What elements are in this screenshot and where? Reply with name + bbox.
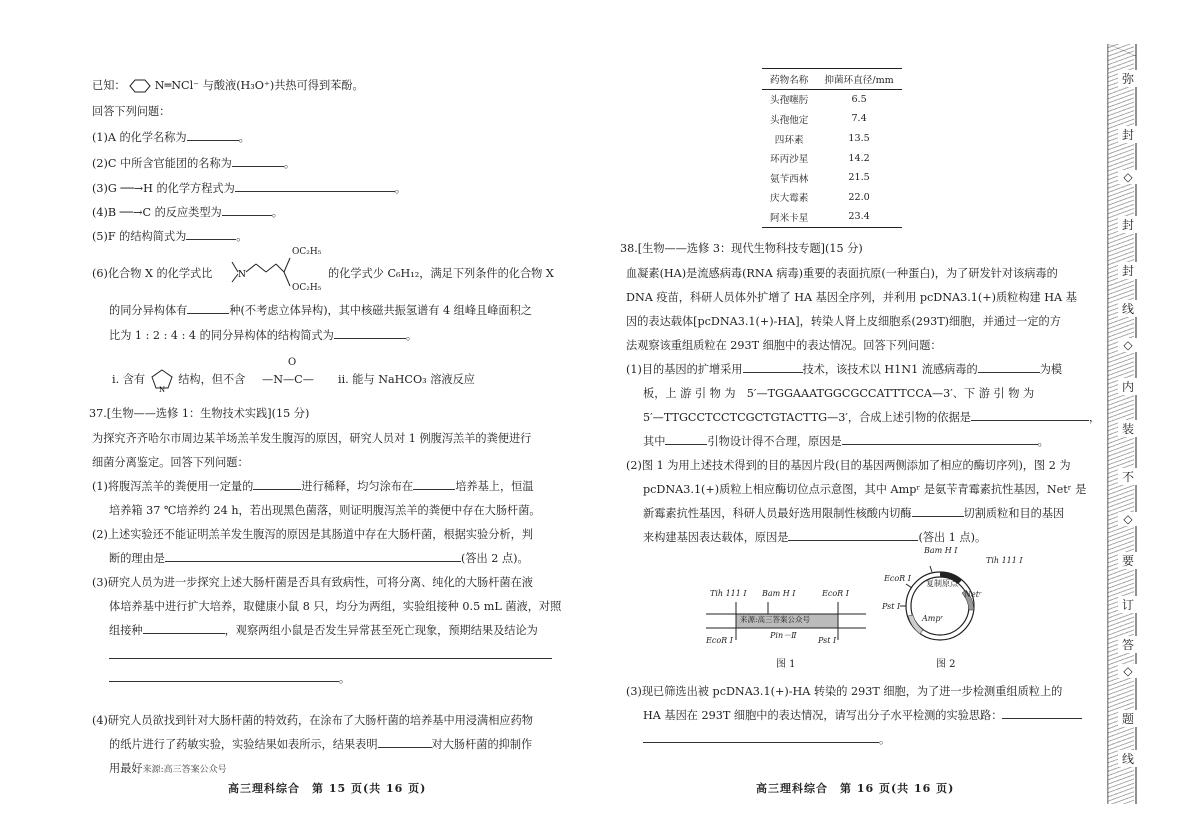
figure-1-caption: 图 1	[776, 659, 796, 670]
svg-text:N: N	[158, 386, 165, 392]
table-cell: 14.2	[848, 152, 870, 164]
substituent-top: OC₂H₅	[292, 247, 322, 257]
answer-blank[interactable]	[143, 620, 225, 634]
answer-blank[interactable]	[743, 359, 803, 373]
q38-1-text-g: 其中	[643, 435, 666, 448]
answer-prompt: 回答下列问题：	[92, 105, 171, 118]
fig1-eco-bottom-label: EcoR Ⅰ	[706, 636, 733, 645]
q38-2-text-e: 来构建基因表达载体，原因是	[643, 531, 789, 544]
q37-part-1	[92, 475, 534, 499]
q38-1-text-e: 5′—TTGCCTCCTCGCTGTACTTG—3′，合成上述引物的依据是	[643, 411, 971, 424]
q37-3-end	[109, 667, 350, 691]
substituent-bottom: OC₂H₅	[292, 283, 322, 293]
answer-blank[interactable]	[665, 431, 707, 445]
q38-2-text-c: 新霉素抗性基因，科研人员最好选用限制性核酸内切酶	[643, 507, 912, 520]
table-row	[762, 109, 902, 129]
table-cell: 阿米卡星	[762, 207, 816, 227]
sidebar-char: 题	[1118, 710, 1138, 727]
q38-3-text-a: (3)现已筛选出被 pcDNA3.1(+)-HA 转染的 293T 细胞，为了进一步检测重组质粒上的	[626, 685, 1063, 698]
question-1-text: (1)A 的化学名称为	[92, 131, 187, 144]
answer-blank[interactable]	[187, 127, 239, 141]
fig1-tih-label: Tih 111 Ⅰ	[710, 589, 747, 598]
q38-part-3-c	[643, 728, 890, 752]
q37-3-text-a: (3)研究人员为进一步探究上述大肠杆菌是否具有致病性，可将分离、纯化的大肠杆菌在液	[92, 576, 533, 589]
q37-1-text-d: 培养箱 37 ℃培养约 24 h，若出现黑色菌落，则证明腹泻羔羊的粪便中存在大肠杆菌。	[109, 504, 541, 517]
q37-4-text-d: 用最好	[109, 762, 143, 775]
q38-intro-2: DNA 疫苗，科研人员体外扩增了 HA 基因全序列，并利用 pcDNA3.1(+)质粒构建 HA 基	[626, 291, 1077, 304]
answer-blank[interactable]	[109, 668, 339, 682]
q38-1-text-h: 引物设计得不合理，原因是	[707, 435, 842, 448]
q38-part-1	[626, 358, 1062, 382]
question-6-line2	[109, 299, 532, 323]
table-row	[762, 129, 902, 149]
question-2: (2)C 中所含官能团的名称为 。	[92, 152, 295, 176]
figure-2-caption: 图 2	[936, 659, 956, 670]
question-37-title: 37.[生物——选修 1：生物技术实践](15 分)	[89, 407, 310, 420]
sidebar-char: 不	[1118, 468, 1138, 485]
carbonyl-oxygen: O	[288, 357, 297, 368]
footer-page-16: 高三理科综合 第 16 页(共 16 页)	[756, 782, 955, 795]
q37-part-2	[109, 547, 529, 571]
table-row	[762, 89, 902, 109]
q37-2-text-c: (答出 2 点)。	[460, 552, 529, 565]
question-6-text-e: 比为 1 : 2 : 4 : 4 的同分异构体的结构简式为	[109, 329, 334, 342]
fig1-pst-label: Pst Ⅰ	[818, 636, 837, 645]
q38-2-text-d: 切割质粒和目的基因	[963, 507, 1065, 520]
table-cell: 头孢噻肟	[770, 95, 809, 107]
diazonium-formula: N═NCl⁻	[154, 79, 200, 92]
answer-blank[interactable]	[222, 202, 272, 216]
plasmid-diagram	[900, 560, 980, 648]
table-row	[762, 188, 902, 208]
question-6-line3: 比为 1 : 2 : 4 : 4 的同分异构体的结构简式为 。	[109, 324, 417, 348]
question-6-text-b: 的化学式少 C₆H₁₂，满足下列条件的化合物 X	[328, 267, 554, 280]
q38-part-1-e	[643, 406, 1100, 430]
table-header-diameter: 抑菌环直径/mm	[816, 69, 901, 90]
sidebar-char: 要	[1118, 552, 1138, 569]
table-cell: 氨苄西林	[770, 173, 809, 185]
fig2-pst-label: Pst Ⅰ	[882, 602, 901, 611]
condition-i-text: ⅰ. 含有	[112, 373, 146, 386]
q38-1-text-d: 板，上 游 引 物 为 5′—TGGAAATGGCGCCATTTCCA—3′、下 游 引 物 为	[643, 387, 1035, 400]
answer-blank[interactable]	[1002, 705, 1082, 719]
q38-part-1-g	[643, 430, 1049, 454]
sidebar-diamond: ◇	[1118, 664, 1138, 678]
q38-1-text-i: 。	[1037, 435, 1049, 448]
condition-i	[112, 368, 245, 392]
question-38-title: 38.[生物——选修 3：现代生物科技专题](15 分)	[620, 242, 863, 255]
question-6-line1	[92, 262, 212, 286]
question-4: (4)B ──→C 的反应类型为 。	[92, 201, 283, 225]
question-1: (1)A 的化学名称为 。	[92, 126, 250, 150]
answer-blank[interactable]	[165, 548, 461, 562]
q38-intro-4: 法观察该重组质粒在 293T 细胞中的表达情况。回答下列问题：	[626, 339, 942, 352]
answer-blank[interactable]	[186, 226, 236, 240]
table-cell: 13.5	[848, 133, 870, 145]
sidebar-char: 内	[1118, 378, 1138, 395]
table-cell: 22.0	[848, 191, 870, 203]
benzene-ring-icon	[129, 78, 151, 94]
answer-blank[interactable]	[978, 359, 1040, 373]
sidebar-char: 线	[1118, 750, 1138, 767]
q37-3-text-e: 。	[339, 672, 351, 685]
condition-ii: ⅱ. 能与 NaHCO₃ 溶液反应	[338, 373, 475, 386]
q37-4-text-b: 的纸片进行了药敏实验，实验结果如表所示，结果表明	[109, 738, 378, 751]
answer-blank[interactable]	[334, 325, 406, 339]
sidebar-char: 封	[1118, 262, 1138, 279]
sidebar-char: 答	[1118, 636, 1138, 653]
sidebar-char: 封	[1118, 126, 1138, 143]
answer-blank[interactable]	[842, 431, 1038, 445]
fig1-watermark: 来源:高三答案公众号	[740, 615, 811, 624]
amide-group: —N—C—	[262, 373, 314, 386]
q37-4-text-a: (4)研究人员欲找到针对大肠杆菌的特效药，在涂布了大肠杆菌的培养基中用浸满相应药物	[92, 714, 533, 727]
answer-blank[interactable]	[413, 476, 455, 490]
sidebar-diamond: ◇	[1118, 512, 1138, 526]
q37-part-3	[109, 619, 538, 643]
question-3: (3)G ──→H 的化学方程式为 。	[92, 177, 406, 201]
q38-3-text-b: HA 基因在 293T 细胞中的表达情况，请写出分子水平检测的实验思路：	[643, 709, 1003, 722]
q38-2-text-b: pcDNA3.1(+)质粒上相应酶切位点示意图，其中 Ampʳ 是氨苄青霉素抗性基因，Netʳ 是	[643, 483, 1087, 496]
sidebar-char: 封	[1118, 216, 1138, 233]
fig2-amp-label: Ampʳ	[922, 614, 944, 623]
question-5: (5)F 的结构简式为 。	[92, 225, 248, 249]
table-header-row	[762, 69, 902, 90]
pyrrolidine-ring-icon	[149, 368, 175, 392]
fig1-eco-label: EcoR Ⅰ	[822, 589, 849, 598]
q37-part-4	[109, 733, 532, 757]
condition-i-text-b: 结构，但不含	[178, 373, 246, 386]
sidebar-char: 装	[1118, 420, 1138, 437]
table-cell: 7.4	[851, 113, 867, 125]
q38-1-text-f: ，	[1089, 411, 1101, 424]
q38-2-text-a: (2)图 1 为用上述技术得到的目的基因片段(目的基因两侧添加了相应的酶切序列)，图 2 为	[626, 459, 1071, 472]
q38-1-text-c: 为模	[1039, 363, 1063, 376]
table-cell: 四环素	[774, 134, 804, 146]
sidebar-char: 线	[1118, 300, 1138, 317]
sidebar-char: 弥	[1118, 70, 1138, 87]
answer-blank[interactable]	[232, 153, 284, 167]
fig2-eco-label: EcoR Ⅰ	[884, 574, 911, 583]
answer-blank[interactable]	[971, 407, 1089, 421]
given-line	[92, 74, 364, 98]
drug-sensitivity-table	[762, 68, 902, 228]
q37-1-text-b: 进行稀释，均匀涂布在	[301, 480, 414, 493]
fig1-pin-label: Pin－Ⅱ	[770, 631, 797, 640]
q37-3-text-d: ，观察两组小鼠是否发生异常甚至死亡现象，预期结果及结论为	[224, 624, 538, 637]
table-cell: 23.4	[816, 207, 901, 227]
fig2-bam-label: Bam H Ⅰ	[924, 546, 958, 555]
answer-blank[interactable]	[912, 503, 964, 517]
q37-intro-2: 细菌分离鉴定。回答下列问题：	[92, 456, 249, 469]
question-4-text: (4)B ──→C 的反应类型为	[92, 206, 222, 219]
table-cell: 头孢他定	[770, 114, 809, 126]
answer-blank[interactable]	[788, 527, 918, 541]
table-row	[762, 207, 902, 227]
q37-2-text-a: (2)上述实验还不能证明羔羊发生腹泻的原因是其肠道中存在大肠杆菌，根据实验分析，判	[92, 528, 533, 541]
table-cell: 环丙沙星	[770, 154, 809, 166]
q37-part-4-end	[109, 757, 227, 782]
table-cell: 6.5	[851, 93, 867, 105]
q37-1-text-a: (1)将腹泻羔羊的粪便用一定量的	[92, 480, 254, 493]
fig2-tih-label: Tih 111 Ⅰ	[986, 556, 1023, 565]
watermark: 来源:高三答案公众号	[142, 765, 227, 775]
question-3-text: (3)G ──→H 的化学方程式为	[92, 182, 235, 195]
table-row	[762, 148, 902, 168]
question-5-text: (5)F 的结构简式为	[92, 230, 187, 243]
q38-part-2-c	[643, 502, 1064, 526]
answer-blank[interactable]	[187, 300, 229, 314]
question-6-text-c: 的同分异构体有	[109, 304, 188, 317]
fig2-ori-label: 复制原点	[926, 579, 958, 588]
q38-intro-3: 因的表达载体[pcDNA3.1(+)-HA]，转染人肾上皮细胞系(293T)细胞，并通过一定的方	[626, 315, 1061, 328]
q37-3-text-b: 体培养基中进行扩大培养，取健康小鼠 8 只，均分为两组，实验组接种 0.5 mL 菌液，对照	[109, 600, 562, 613]
q37-intro-1: 为探究齐齐哈尔市周边某羊场羔羊发生腹泻的原因，研究人员对 1 例腹泻羔羊的粪便进行	[92, 432, 532, 445]
answer-blank[interactable]	[378, 734, 432, 748]
sidebar-diamond: ◇	[1118, 338, 1138, 352]
given-prefix: 已知：	[92, 79, 126, 92]
answer-line[interactable]	[109, 645, 552, 659]
q38-1-text-a: (1)目的基因的扩增采用	[626, 363, 743, 376]
given-suffix: 与酸液(H₃O⁺)共热可得到苯酚。	[202, 79, 364, 92]
q37-2-text-b: 断的理由是	[109, 552, 165, 565]
q37-4-text-c: 对大肠杆菌的抑制作	[431, 738, 533, 751]
fig2-net-label: Netʳ	[964, 590, 982, 599]
q38-part-3-b	[643, 704, 1082, 728]
table-header-drug: 药物名称	[762, 69, 816, 90]
answer-blank[interactable]	[253, 476, 301, 490]
question-2-text: (2)C 中所含官能团的名称为	[92, 157, 232, 170]
fig1-bam-label: Bam H Ⅰ	[762, 589, 796, 598]
table-cell: 庆大霉素	[770, 193, 809, 205]
q38-2-text-f: (答出 1 点)。	[918, 531, 987, 544]
table-row	[762, 168, 902, 188]
svg-text:N: N	[238, 270, 246, 280]
question-6-text-d: 种(不考虑立体异构)，其中核磁共振氢谱有 4 组峰且峰面积之	[229, 304, 532, 317]
q38-intro-1: 血凝素(HA)是流感病毒(RNA 病毒)重要的表面抗原(一种蛋白)，为了研发针对该病毒的	[626, 267, 1058, 280]
q37-1-text-c: 培养基上，恒温	[455, 480, 534, 493]
answer-blank[interactable]	[235, 178, 395, 192]
sidebar-diamond: ◇	[1118, 170, 1138, 184]
footer-page-15: 高三理科综合 第 15 页(共 16 页)	[228, 782, 427, 795]
q38-3-text-c: 。	[879, 733, 891, 746]
question-6-text-a: (6)化合物 X 的化学式比	[92, 267, 213, 280]
table-cell: 21.5	[848, 172, 870, 184]
sidebar-char: 订	[1118, 596, 1138, 613]
q38-1-text-b: 技术，该技术以 H1N1 流感病毒的	[802, 363, 978, 376]
q37-3-text-c: 组接种	[109, 624, 143, 637]
answer-blank[interactable]	[643, 729, 879, 743]
